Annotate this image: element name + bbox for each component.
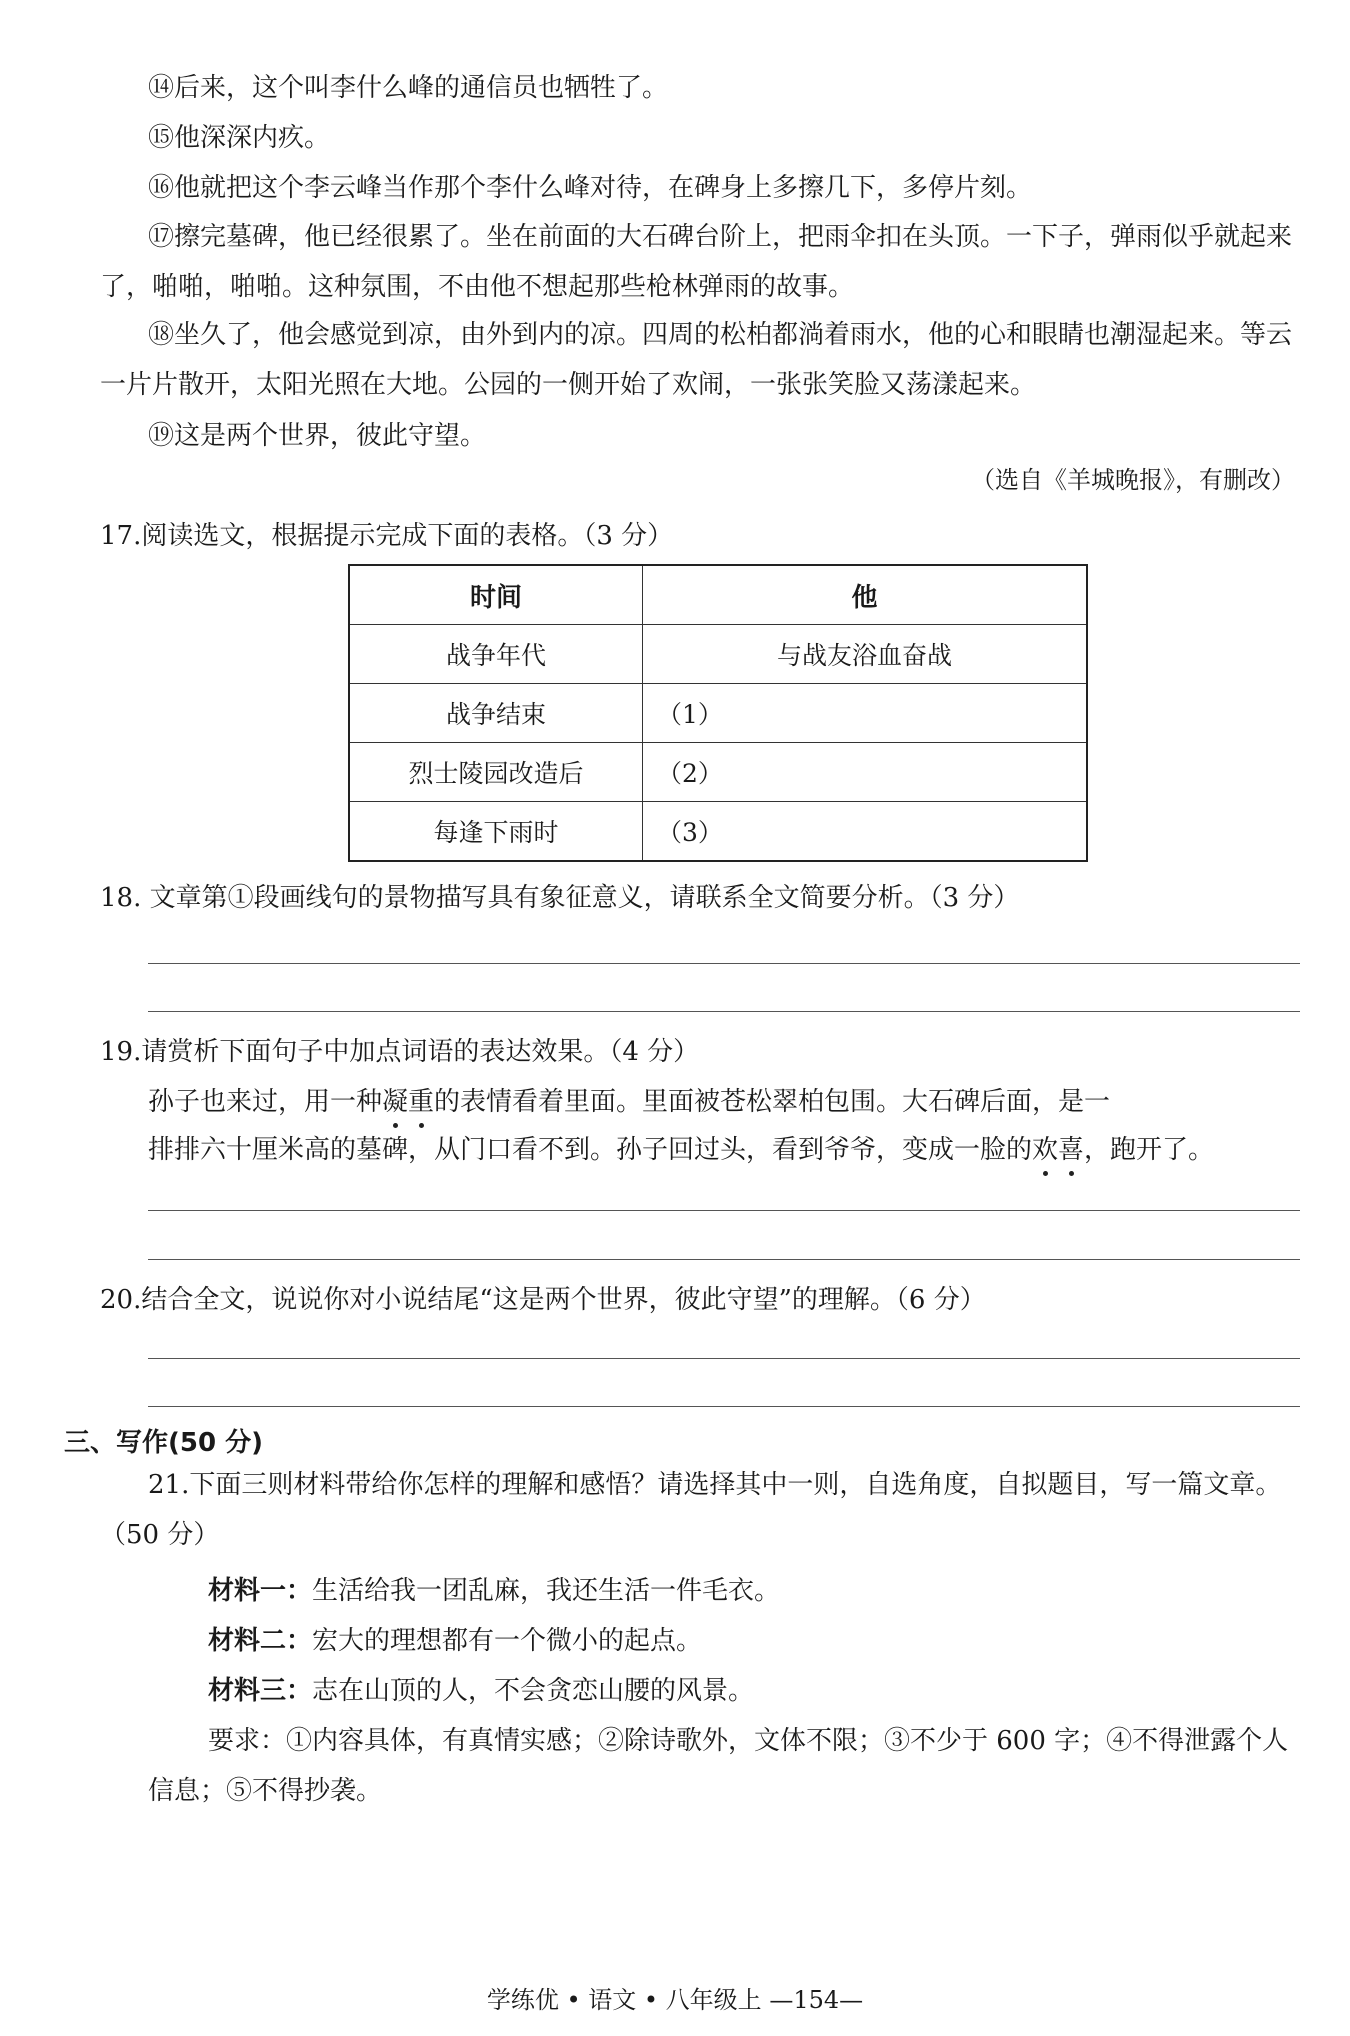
material-3 — [208, 1675, 754, 1707]
answer-line[interactable] — [148, 1011, 1300, 1012]
question-19-prompt: 19.请赏析下面句子中加点词语的表达效果。（4 分） — [100, 1037, 700, 1067]
table-row — [349, 802, 1087, 862]
quote-text: 的表情看着里面。里面被苍松翠柏包围。大石碑后面，是一 — [434, 1087, 1111, 1117]
material-text: 宏大的理想都有一个微小的起点。 — [312, 1626, 703, 1656]
material-text: 志在山顶的人，不会贪恋山腰的风景。 — [312, 1676, 755, 1706]
story-paragraph-18: ⑱坐久了，他会感觉到凉，由外到内的凉。四周的松柏都淌着雨水，他的心和眼睛也潮湿起来。等云一片片散开，太阳光照在大地。公园的一侧开始了欢闹，一张张笑脸又荡漾起来。 — [100, 320, 1293, 400]
question-17-prompt: 17.阅读选文，根据提示完成下面的表格。（3 分） — [100, 521, 674, 551]
story-paragraph-19: ⑲这是两个世界，彼此守望。 — [148, 421, 487, 451]
answer-line[interactable] — [148, 1406, 1300, 1407]
material-label: 材料一： — [208, 1576, 313, 1606]
table-cell-answer-blank[interactable]: （1） — [643, 684, 1088, 743]
question-20-prompt: 20.结合全文，说说你对小说结尾“这是两个世界，彼此守望”的理解。（6 分） — [100, 1285, 986, 1315]
source-citation: （选自《羊城晚报》，有删改） — [971, 466, 1295, 494]
table-cell-answer: 与战友浴血奋战 — [643, 625, 1088, 684]
table-header-row — [349, 565, 1087, 625]
question-19-quote-line-1 — [148, 1086, 1110, 1118]
table-header-time: 时间 — [349, 565, 643, 625]
table-cell-time: 战争年代 — [349, 625, 643, 684]
dotted-word-char: 凝 — [382, 1087, 409, 1117]
table-row — [349, 743, 1087, 802]
table-cell-time: 每逢下雨时 — [349, 802, 643, 862]
question-19-quote-line-2 — [148, 1134, 1214, 1166]
writing-requirements: 要求：①内容具体，有真情实感；②除诗歌外，文体不限；③不少于 600 字；④不得泄露个人信息；⑤不得抄袭。 — [148, 1726, 1289, 1806]
material-2 — [208, 1625, 702, 1657]
table-row — [349, 625, 1087, 684]
section-heading-writing: 三、写作(50 分) — [64, 1428, 263, 1458]
table-cell-answer-blank[interactable]: （3） — [643, 802, 1088, 862]
answer-line[interactable] — [148, 1358, 1300, 1359]
question-21-prompt: 21.下面三则材料带给你怎样的理解和感悟？请选择其中一则，自选角度，自拟题目，写一篇文章。（50 分） — [100, 1470, 1282, 1550]
quote-text: ，跑开了。 — [1084, 1135, 1215, 1165]
answer-table — [348, 564, 1088, 862]
answer-line[interactable] — [148, 1210, 1300, 1211]
dotted-word-char: 重 — [408, 1087, 435, 1117]
table-cell-time: 烈士陵园改造后 — [349, 743, 643, 802]
material-1 — [208, 1575, 780, 1607]
story-paragraph-15: ⑮他深深内疚。 — [148, 123, 331, 153]
story-paragraph-17: ⑰擦完墓碑，他已经很累了。坐在前面的大石碑台阶上，把雨伞扣在头顶。一下子，弹雨似乎就起来了，啪啪，啪啪。这种氛围，不由他不想起那些枪林弹雨的故事。 — [100, 222, 1293, 302]
table-row — [349, 684, 1087, 743]
page-footer: 学练优 • 语文 • 八年级上 —154— — [486, 1986, 864, 2014]
table-cell-answer-blank[interactable]: （2） — [643, 743, 1088, 802]
quote-text: 孙子也来过，用一种 — [148, 1087, 383, 1117]
story-paragraph-14: ⑭后来，这个叫李什么峰的通信员也牺牲了。 — [148, 73, 669, 103]
answer-line[interactable] — [148, 1259, 1300, 1260]
dotted-word-char: 欢 — [1032, 1135, 1059, 1165]
material-label: 材料三： — [208, 1676, 313, 1706]
story-paragraph-16: ⑯他就把这个李云峰当作那个李什么峰对待，在碑身上多擦几下，多停片刻。 — [148, 173, 1033, 203]
material-text: 生活给我一团乱麻，我还生活一件毛衣。 — [312, 1576, 781, 1606]
question-18-prompt: 18. 文章第①段画线句的景物描写具有象征意义，请联系全文简要分析。（3 分） — [100, 883, 1020, 913]
dotted-word-char: 喜 — [1058, 1135, 1085, 1165]
quote-text: 排排六十厘米高的墓碑，从门口看不到。孙子回过头，看到爷爷，变成一脸的 — [148, 1135, 1033, 1165]
table-cell-time: 战争结束 — [349, 684, 643, 743]
material-label: 材料二： — [208, 1626, 313, 1656]
table-header-he: 他 — [643, 565, 1088, 625]
answer-line[interactable] — [148, 963, 1300, 964]
